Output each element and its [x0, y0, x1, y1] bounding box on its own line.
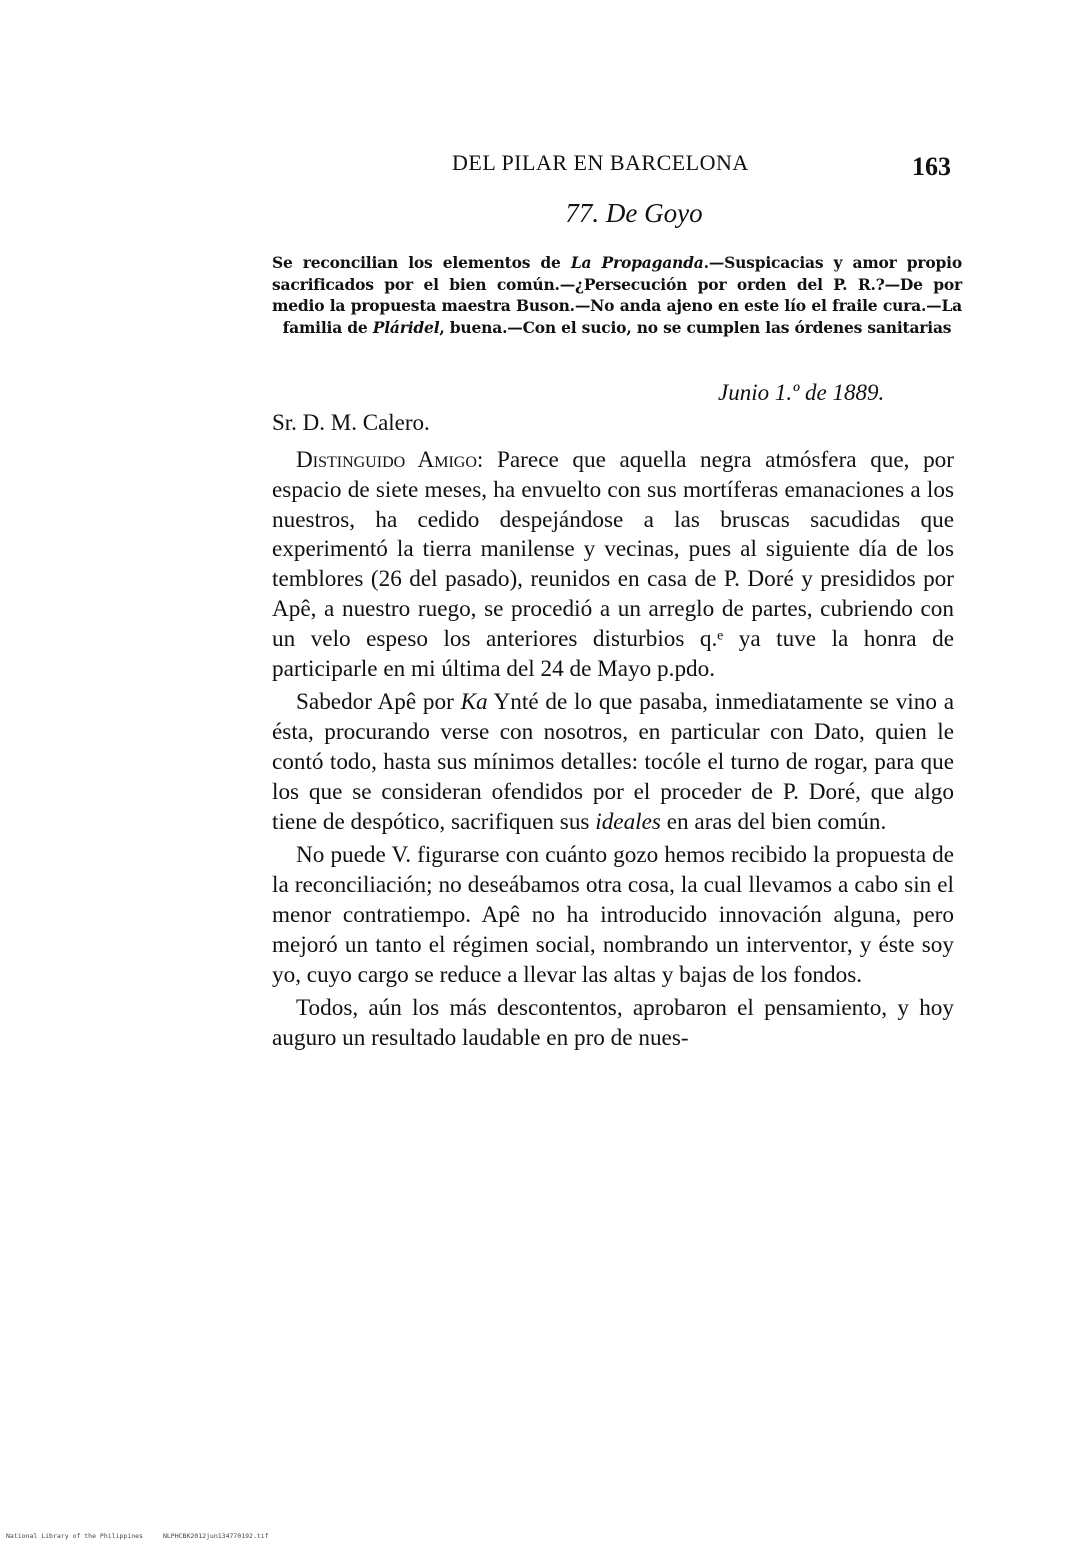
summary-italic: La Propaganda: [570, 253, 704, 272]
paragraph-text: Ynté de lo que pasaba, inmediatamente se vino a ésta, procurando verse con nosotros, en particular con Dato, quien le contó todo, hasta sus mínimos detalles: tocóle el turno de rogar, para que los que se consideran ofendidos por el proceder de P. Doré, que algo tiene de despótico, sacrifiquen sus: [272, 689, 954, 835]
footer-file-id: NLPHCBK2012jun134770192.tif: [162, 1532, 269, 1540]
letter-summary: [272, 252, 962, 338]
paragraph-text: Parece que aquella negra atmósfera que, por espacio de siete meses, ha envuelto con sus mortíferas emanaciones a los nuestros, ha cedido despejándose a las bruscas sacudidas que experimentó la tierra manilense y vecinas, pues al siguiente día de los temblores (26 del pasado), reunidos en casa de P. Doré y presididos por Apê, a nuestro ruego, se procedió a un arreglo de partes, cubriendo con un velo espeso los anteriores disturbios q.ᵉ ya tuve la honra de participarle en mi última del 24 de Mayo p.pdo.: [272, 447, 954, 682]
paragraph-text: en aras del bien común.: [660, 808, 887, 835]
paragraph: Todos, aún los más descontentos, aprobaron el pensamiento, y hoy auguro un resultado laudable en pro de nues-: [272, 995, 954, 1052]
paragraph-italic: Ka: [460, 689, 488, 716]
summary-text: , buena.—Con el sucio, no se cumplen las órdenes sanitarias: [439, 317, 952, 337]
paragraph: [272, 446, 954, 684]
page-number: 163: [912, 152, 951, 181]
letter-body: [272, 446, 954, 1058]
paragraph-text: Sabedor Apê por: [296, 689, 461, 716]
paragraph-italic: ideales: [595, 808, 661, 835]
paragraph: [272, 688, 954, 837]
salutation: Distinguido Amigo:: [296, 447, 484, 473]
running-head: DEL PILAR EN BARCELONA: [452, 150, 749, 175]
summary-italic: Pláridel: [372, 317, 440, 337]
letter-date: Junio 1.º de 1889.: [718, 380, 885, 405]
scan-footer: [6, 1532, 269, 1540]
footer-library: National Library of the Philippines: [6, 1532, 143, 1540]
paragraph: No puede V. figurarse con cuánto gozo hemos recibido la propuesta de la reconciliación; no deseábamos otra cosa, la cual llevamos a cabo sin el menor contratiempo. Apê no ha introducido innovación alguna, pero mejoró un tanto el régimen social, nombrando un interventor, y éste soy yo, cuyo cargo se reduce a llevar las altas y bajas de los fondos.: [272, 842, 954, 988]
summary-text: .—Suspicacias y amor propio sacrificados por el bien común.—¿Persecución por orden del P. R.?—De por medio la propuesta maestra Buson.—No anda ajeno en este lío el fraile cura.—La familia de: [272, 253, 962, 337]
summary-text: Se reconcilian los elementos de: [272, 253, 571, 272]
addressee: Sr. D. M. Calero.: [272, 410, 430, 435]
letter-title: 77. De Goyo: [565, 198, 703, 228]
